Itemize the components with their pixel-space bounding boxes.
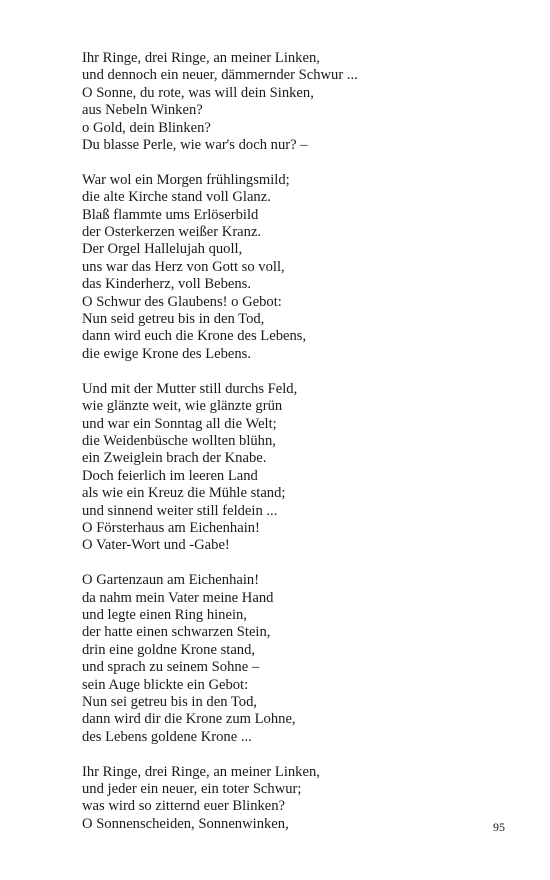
poem-line: und dennoch ein neuer, dämmernder Schwur ...: [82, 67, 358, 84]
poem-line: sein Auge blickte ein Gebot:: [82, 676, 249, 693]
stanza: [82, 172, 502, 363]
poem-line: und war ein Sonntag all die Welt;: [82, 415, 277, 432]
poem-line: ein Zweiglein brach der Knabe.: [82, 450, 267, 467]
stanza: [82, 572, 502, 746]
poem-line: Du blasse Perle, wie war's doch nur? –: [82, 137, 308, 154]
poem-line: O Gartenzaun am Eichenhain!: [82, 572, 260, 589]
poem-line: O Sonnenscheiden, Sonnenwinken,: [82, 815, 289, 832]
poem-line: und sinnend weiter still feldein ...: [82, 502, 278, 519]
poem-line: drin eine goldne Krone stand,: [82, 641, 256, 658]
poem-line: und jeder ein neuer, ein toter Schwur;: [82, 781, 302, 797]
poem-line: Doch feierlich im leeren Land: [82, 467, 258, 484]
poem-line: die alte Kirche stand voll Glanz.: [82, 189, 271, 206]
poem-line: die ewige Krone des Lebens.: [82, 345, 251, 362]
poem-line: des Lebens goldene Krone ...: [82, 728, 252, 745]
poem-line: Blaß flammte ums Erlöserbild: [82, 206, 259, 223]
poem-line: Nun sei getreu bis in den Tod,: [82, 693, 258, 710]
poem-line: War wol ein Morgen frühlingsmild;: [82, 171, 290, 188]
poem-line: uns war das Herz von Gott so voll,: [82, 258, 285, 275]
poem-line: und legte einen Ring hinein,: [82, 606, 247, 623]
poem-line: O Försterhaus am Eichenhain!: [82, 519, 260, 536]
poem-line: Und mit der Mutter still durchs Feld,: [82, 380, 298, 397]
poem-line: der hatte einen schwarzen Stein,: [82, 624, 271, 641]
poem-line: O Vater-Wort und -Gabe!: [82, 537, 230, 554]
poem-line: aus Nebeln Winken?: [82, 102, 203, 119]
poem-line: Der Orgel Hallelujah quoll,: [82, 241, 243, 258]
poem-line: O Schwur des Glaubens! o Gebot:: [82, 293, 282, 310]
poem-line: Nun seid getreu bis in den Tod,: [82, 311, 265, 328]
poem-line: Ihr Ringe, drei Ringe, an meiner Linken,: [82, 763, 320, 780]
poem-line: dann wird dir die Krone zum Lohne,: [82, 711, 296, 728]
poem-line: der Osterkerzen weißer Kranz.: [82, 224, 262, 241]
stanza: [82, 764, 502, 834]
poem-line: da nahm mein Vater meine Hand: [82, 589, 274, 606]
poem-text: [82, 50, 502, 851]
poem-line: die Weidenbüsche wollten blühn,: [82, 432, 276, 449]
stanza: [82, 381, 502, 555]
poem-line: O Sonne, du rote, was will dein Sinken,: [82, 84, 314, 101]
poem-line: als wie ein Kreuz die Mühle stand;: [82, 485, 286, 502]
page-number: 95: [493, 820, 505, 834]
poem-line: was wird so zitternd euer Blinken?: [82, 798, 286, 815]
poem-line: wie glänzte weit, wie glänzte grün: [82, 398, 283, 415]
poem-line: dann wird euch die Krone des Lebens,: [82, 328, 307, 345]
poem-line: Ihr Ringe, drei Ringe, an meiner Linken,: [82, 50, 320, 66]
poem-line: und sprach zu seinem Sohne –: [82, 659, 260, 676]
poem-line: o Gold, dein Blinken?: [82, 119, 211, 136]
poem-line: das Kinderherz, voll Bebens.: [82, 276, 251, 293]
stanza: [82, 50, 502, 154]
